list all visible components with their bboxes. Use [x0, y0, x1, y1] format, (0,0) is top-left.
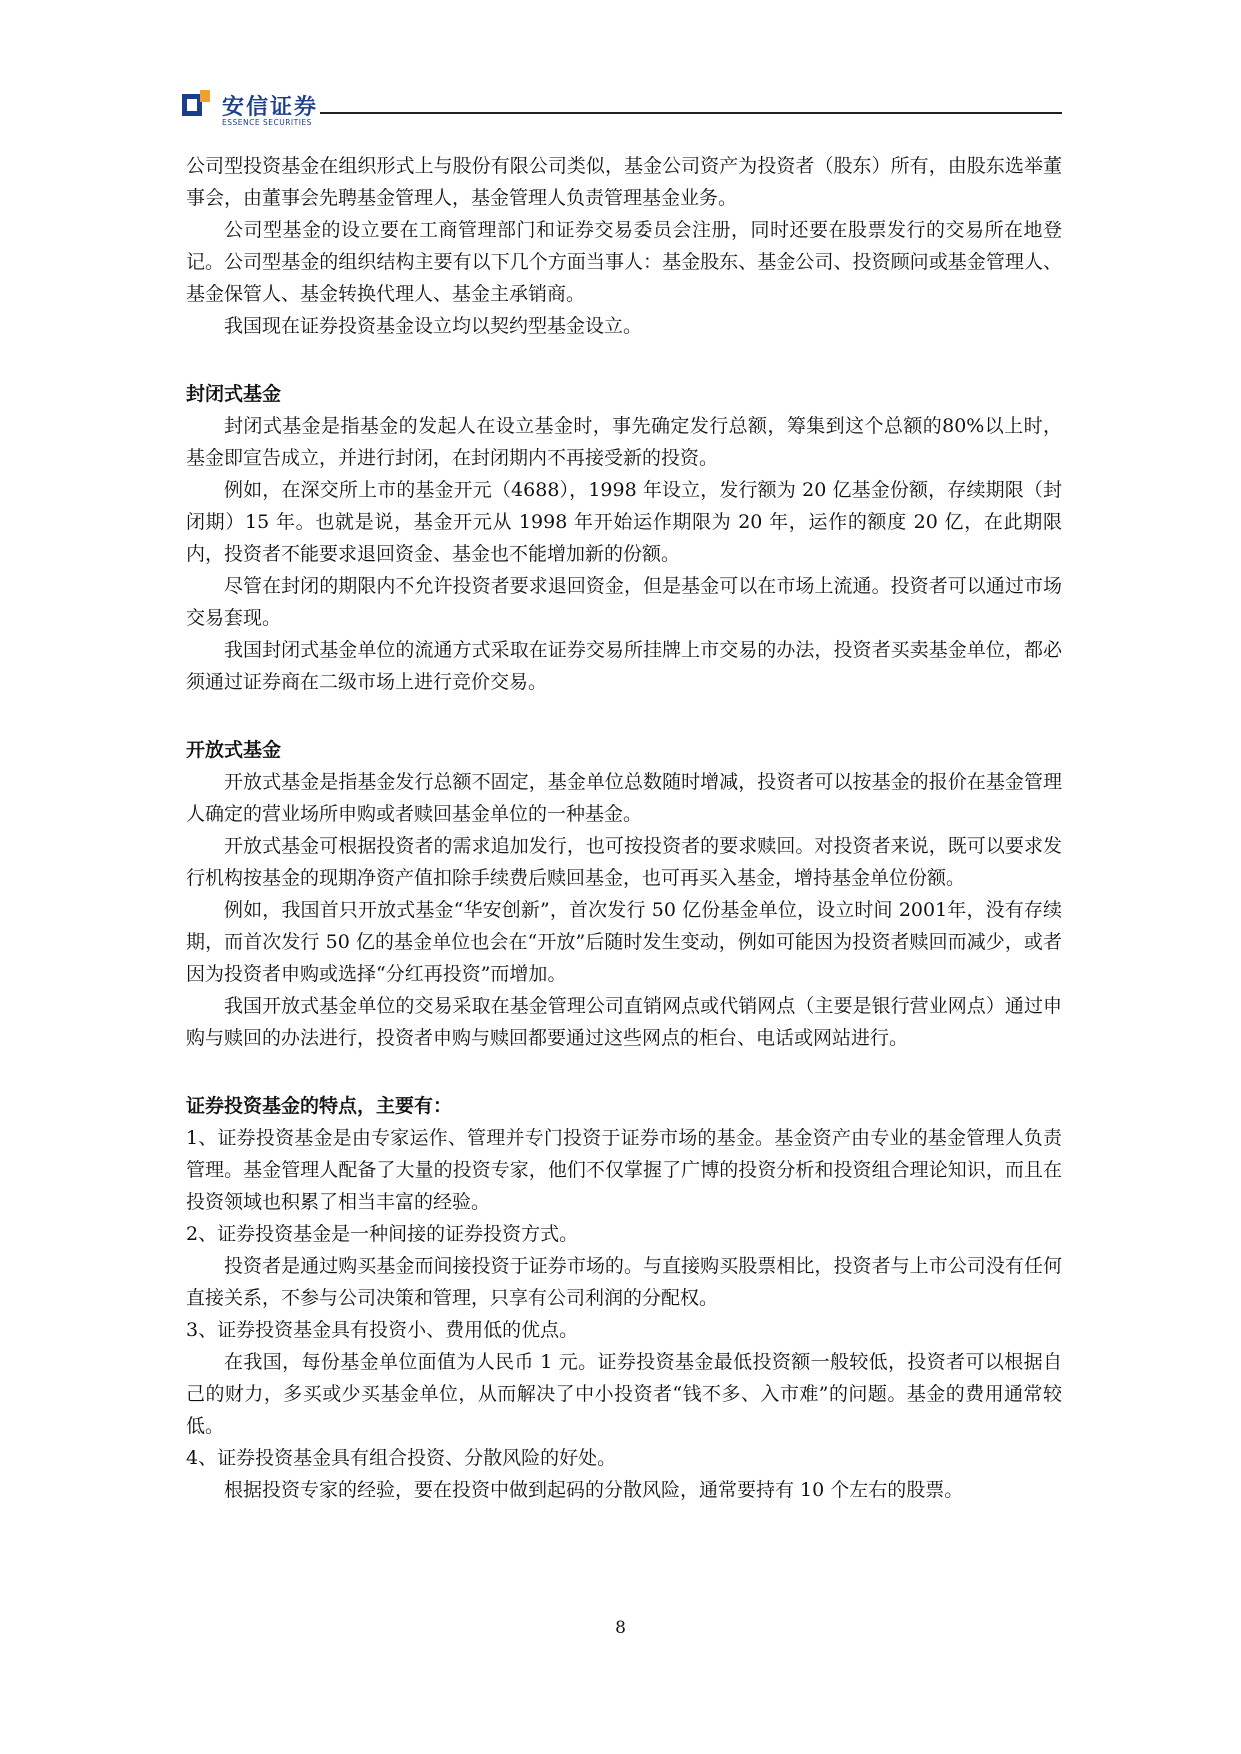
logo-text-cn: 安信证券	[222, 95, 319, 120]
paragraph: 尽管在封闭的期限内不允许投资者要求退回资金，但是基金可以在市场上流通。投资者可以通过市场交易套现。	[186, 575, 1062, 629]
paragraph: 在我国，每份基金单位面值为人民币 1 元。证券投资基金最低投资额一般较低，投资者可以根据自己的财力，多买或少买基金单位，从而解决了中小投资者“钱不多、入市难”的问题。基金的费用通常较低。	[186, 1351, 1062, 1437]
header-rule	[320, 112, 1062, 114]
paragraph: 根据投资专家的经验，要在投资中做到起码的分散风险，通常要持有 10 个左右的股票。	[224, 1479, 964, 1501]
paragraph: 例如，我国首只开放式基金“华安创新”，首次发行 50 亿份基金单位，设立时间 2001年，没有存续期，而首次发行 50 亿的基金单位也会在“开放”后随时发生变动，例如可能因为投资者赎回而减少，或者因为投资者申购或选择“分红再投资”而增加。	[186, 899, 1062, 985]
paragraph: 我国开放式基金单位的交易采取在基金管理公司直销网点或代销网点（主要是银行营业网点）通过申购与赎回的办法进行，投资者申购与赎回都要通过这些网点的柜台、电话或网站进行。	[186, 995, 1062, 1049]
list-item: 1、证券投资基金是由专家运作、管理并专门投资于证券市场的基金。基金资产由专业的基金管理人负责管理。基金管理人配备了大量的投资专家，他们不仅掌握了广博的投资分析和投资组合理论知识，而且在投资领域也积累了相当丰富的经验。	[186, 1127, 1062, 1213]
essence-securities-logo-icon	[182, 90, 212, 120]
paragraph: 我国封闭式基金单位的流通方式采取在证券交易所挂牌上市交易的办法，投资者买卖基金单位，都必须通过证券商在二级市场上进行竞价交易。	[186, 639, 1062, 693]
section-heading-open-end-fund: 开放式基金	[186, 739, 282, 761]
paragraph: 投资者是通过购买基金而间接投资于证券市场的。与直接购买股票相比，投资者与上市公司没有任何直接关系，不参与公司决策和管理，只享有公司利润的分配权。	[186, 1255, 1062, 1309]
list-item: 2、证券投资基金是一种间接的证券投资方式。	[186, 1223, 579, 1245]
list-item: 3、证券投资基金具有投资小、费用低的优点。	[186, 1319, 579, 1341]
paragraph: 我国现在证券投资基金设立均以契约型基金设立。	[224, 315, 643, 337]
page-number: 8	[615, 1618, 626, 1638]
paragraph: 开放式基金可根据投资者的需求追加发行，也可按投资者的要求赎回。对投资者来说，既可以要求发行机构按基金的现期净资产值扣除手续费后赎回基金，也可再买入基金，增持基金单位份额。	[186, 835, 1062, 889]
paragraph: 公司型基金的设立要在工商管理部门和证券交易委员会注册，同时还要在股票发行的交易所在地登记。公司型基金的组织结构主要有以下几个方面当事人：基金股东、基金公司、投资顾问或基金管理人、基金保管人、基金转换代理人、基金主承销商。	[186, 219, 1062, 305]
list-item: 4、证券投资基金具有组合投资、分散风险的好处。	[186, 1447, 617, 1469]
section-heading-fund-features: 证券投资基金的特点，主要有：	[186, 1095, 453, 1117]
section-heading-closed-end-fund: 封闭式基金	[186, 383, 282, 405]
paragraph: 公司型投资基金在组织形式上与股份有限公司类似，基金公司资产为投资者（股东）所有，由股东选举董事会，由董事会先聘基金管理人，基金管理人负责管理基金业务。	[186, 155, 1062, 209]
paragraph: 例如，在深交所上市的基金开元（4688），1998 年设立，发行额为 20 亿基金份额，存续期限（封闭期）15 年。也就是说，基金开元从 1998 年开始运作期限为 20 年，运作的额度 20 亿，在此期限内，投资者不能要求退回资金、基金也不能增加新的份额。	[186, 479, 1062, 565]
page-header	[182, 84, 1062, 134]
paragraph: 封闭式基金是指基金的发起人在设立基金时，事先确定发行总额，筹集到这个总额的80%以上时，基金即宣告成立，并进行封闭，在封闭期内不再接受新的投资。	[186, 415, 1062, 469]
paragraph: 开放式基金是指基金发行总额不固定，基金单位总数随时增减，投资者可以按基金的报价在基金管理人确定的营业场所申购或者赎回基金单位的一种基金。	[186, 771, 1062, 825]
document-body	[186, 150, 1062, 1506]
logo-text-en: ESSENCE SECURITIES	[222, 118, 312, 127]
